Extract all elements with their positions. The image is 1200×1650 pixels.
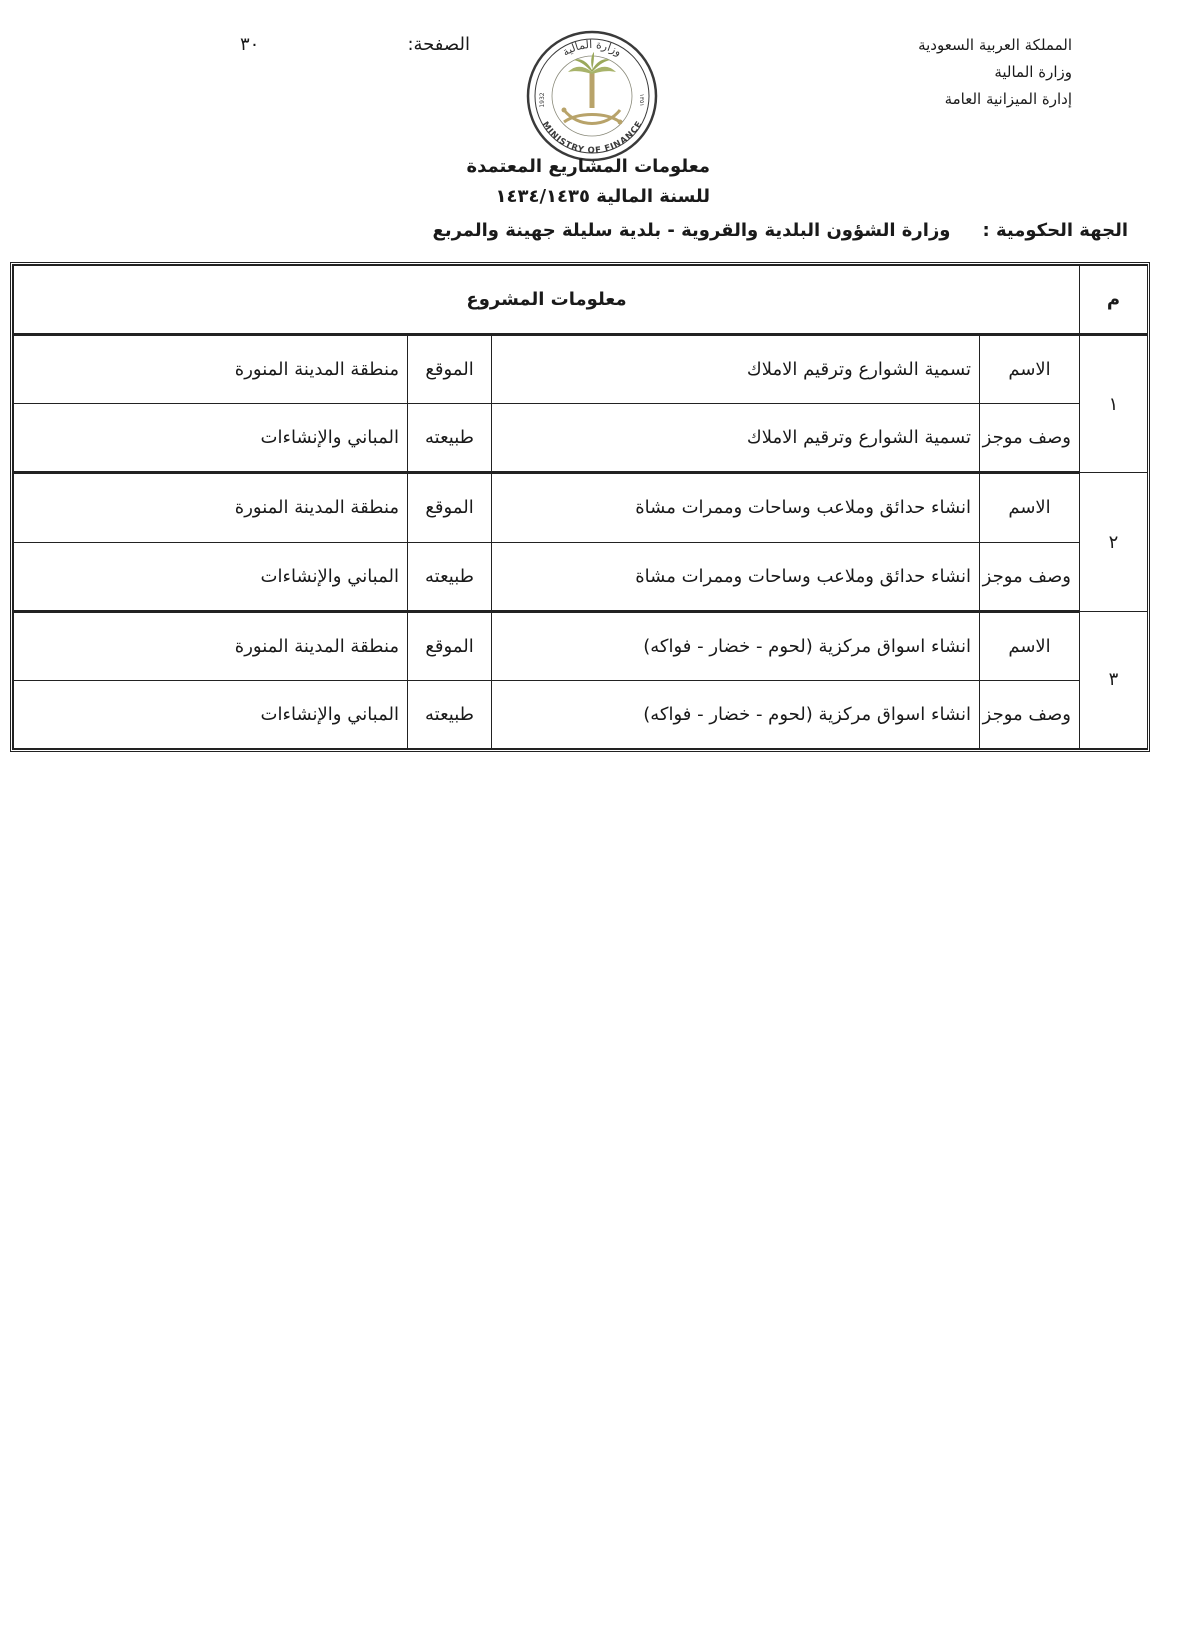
table-row bbox=[14, 680, 1148, 748]
project-description: انشاء حدائق وملاعب وساحات وممرات مشاة bbox=[492, 542, 980, 611]
col-index-header: م bbox=[1080, 266, 1148, 335]
col-info-header: معلومات المشروع bbox=[14, 266, 1080, 335]
desc-label: وصف موجز bbox=[980, 680, 1080, 748]
nature-label: طبيعته bbox=[408, 404, 492, 473]
project-location: منطقة المدينة المنورة bbox=[14, 473, 408, 542]
entity-value: وزارة الشؤون البلدية والقروية - بلدية سليلة جهينة والمربع bbox=[432, 220, 951, 241]
project-description: انشاء اسواق مركزية (لحوم - خضار - فواكه) bbox=[492, 680, 980, 748]
project-name: انشاء اسواق مركزية (لحوم - خضار - فواكه) bbox=[492, 611, 980, 680]
table-row bbox=[14, 404, 1148, 473]
location-label: الموقع bbox=[408, 473, 492, 542]
seal-top-text: وزارة المالية bbox=[560, 37, 625, 59]
svg-text:MINISTRY OF FINANCE bbox=[540, 120, 645, 156]
project-index: ٢ bbox=[1080, 473, 1148, 611]
location-label: الموقع bbox=[408, 335, 492, 404]
project-location: منطقة المدينة المنورة bbox=[14, 335, 408, 404]
seal-left-year: 1932 bbox=[539, 92, 546, 108]
table-row bbox=[14, 611, 1148, 680]
name-label: الاسم bbox=[980, 335, 1080, 404]
project-location: منطقة المدينة المنورة bbox=[14, 611, 408, 680]
nature-label: طبيعته bbox=[408, 680, 492, 748]
nature-label: طبيعته bbox=[408, 542, 492, 611]
ministry-seal-logo bbox=[524, 28, 660, 164]
org-line-ministry: وزارة المالية bbox=[994, 63, 1072, 81]
organization-block bbox=[812, 32, 1072, 113]
table-row bbox=[14, 473, 1148, 542]
name-label: الاسم bbox=[980, 473, 1080, 542]
entity-label: الجهة الحكومية : bbox=[982, 220, 1128, 241]
projects-table bbox=[10, 262, 1150, 752]
table-row bbox=[14, 335, 1148, 404]
page-label: الصفحة: bbox=[407, 34, 470, 55]
title-approved-projects: معلومات المشاريع المعتمدة bbox=[466, 156, 710, 177]
project-description: تسمية الشوارع وترقيم الاملاك bbox=[492, 404, 980, 473]
government-entity bbox=[328, 220, 1128, 241]
name-label: الاسم bbox=[980, 611, 1080, 680]
table-row bbox=[14, 542, 1148, 611]
page-number: ٣٠ bbox=[240, 34, 260, 55]
project-name: انشاء حدائق وملاعب وساحات وممرات مشاة bbox=[492, 473, 980, 542]
project-nature: المباني والإنشاءات bbox=[14, 404, 408, 473]
org-line-kingdom: المملكة العربية السعودية bbox=[918, 36, 1072, 54]
desc-label: وصف موجز bbox=[980, 542, 1080, 611]
org-line-department: إدارة الميزانية العامة bbox=[944, 90, 1072, 108]
project-nature: المباني والإنشاءات bbox=[14, 680, 408, 748]
project-index: ١ bbox=[1080, 335, 1148, 473]
location-label: الموقع bbox=[408, 611, 492, 680]
page-number-field bbox=[240, 34, 470, 64]
table-header-row bbox=[14, 266, 1148, 335]
seal-bottom-text: MINISTRY OF FINANCE bbox=[539, 119, 645, 157]
project-name: تسمية الشوارع وترقيم الاملاك bbox=[492, 335, 980, 404]
project-index: ٣ bbox=[1080, 611, 1148, 748]
document-titles bbox=[300, 152, 710, 212]
crossed-swords-icon bbox=[562, 108, 623, 125]
desc-label: وصف موجز bbox=[980, 404, 1080, 473]
seal-right-year: ١٣٥١ bbox=[638, 93, 645, 107]
project-nature: المباني والإنشاءات bbox=[14, 542, 408, 611]
palm-icon bbox=[568, 52, 616, 108]
title-fiscal-year: للسنة المالية ١٤٣٤/١٤٣٥ bbox=[495, 186, 710, 207]
